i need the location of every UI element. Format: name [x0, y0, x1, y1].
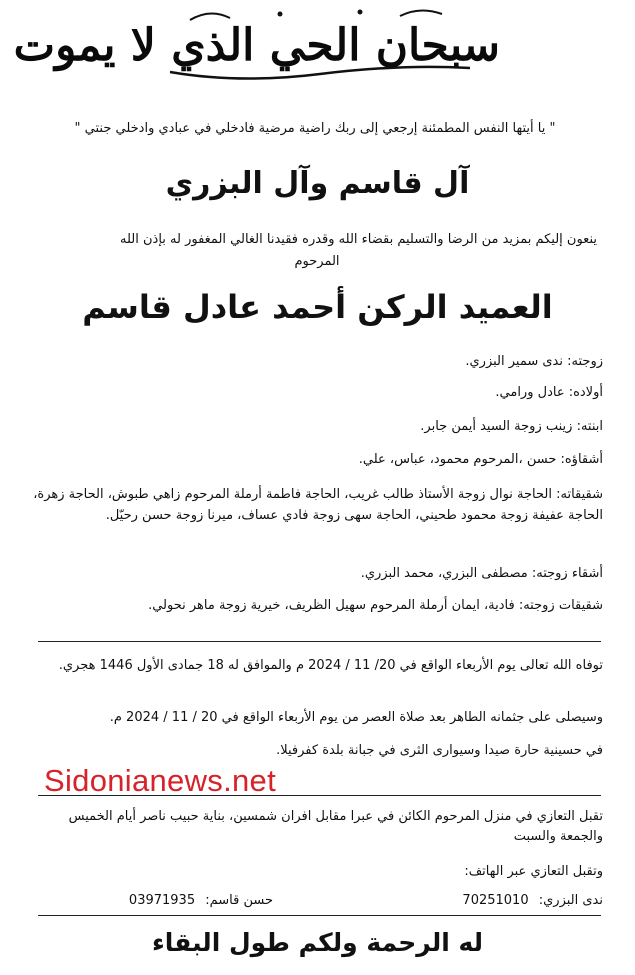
- relative-sisters: شقيقاته: الحاجة نوال زوجة الأستاذ طالب غريب، الحاجة فاطمة أرملة المرحوم زاهي طبوش، الحاجة زهرة، الحاجة عفيفة زوجة محمود طحيني، الحاجة سهى زوجة فادي عساف، ميرنا زوجة حسن رحيّل.: [33, 487, 603, 523]
- divider: [38, 795, 601, 796]
- watermark: Sidonianews.net: [44, 763, 276, 798]
- divider: [38, 641, 601, 642]
- intro-line-2: المرحوم: [294, 254, 340, 269]
- funeral-prayer: وسيصلى على جثمانه الطاهر بعد صلاة العصر من يوم الأربعاء الواقع في 20 / 11 / 2024 م.: [109, 710, 603, 725]
- relative-daughter: ابنته: زينب زوجة السيد أيمن جابر.: [420, 419, 603, 434]
- phone-entry: [129, 893, 273, 908]
- family-names: آل قاسم وآل البزري: [165, 166, 470, 201]
- closing-prayer: له الرحمة ولكم طول البقاء: [151, 928, 484, 957]
- calligraphy-heading: سبحان الحي الذي لا يموت: [13, 20, 500, 71]
- relative-wife-brothers: أشقاء زوجته: مصطفى البزري، محمد البزري.: [360, 566, 603, 581]
- phone-number: 03971935: [128, 893, 196, 908]
- relative-sons: أولاده: عادل ورامي.: [495, 385, 603, 400]
- announcement-intro: [37, 229, 597, 273]
- relative-brothers: أشقاؤه: حسن ،المرحوم محمود، عباس، علي.: [358, 452, 603, 467]
- divider: [38, 915, 601, 916]
- phone-label: حسن قاسم:: [205, 893, 273, 908]
- deceased-name: العميد الركن أحمد عادل قاسم: [82, 288, 553, 326]
- relative-wife-sisters: شقيقات زوجته: فادية، ايمان أرملة المرحوم سهيل الظريف، خيرية زوجة ماهر نحولي.: [148, 598, 603, 613]
- phone-entry: [462, 893, 603, 908]
- quran-verse: " يا أيتها النفس المطمئنة إرجعي إلى ربك راضية مرضية فادخلي في عبادي وادخلي جنتي ": [74, 121, 556, 136]
- death-date: توفاه الله تعالى يوم الأربعاء الواقع في 20/ 11 / 2024 م والموافق له 18 جمادى الأول 1446 هجري.: [58, 658, 603, 673]
- condolences-phone-title: وتقبل التعازي عبر الهاتف:: [464, 864, 603, 879]
- burial-place: في حسينية حارة صيدا وسيوارى الثرى في جبانة بلدة كفرفيلا.: [276, 743, 603, 758]
- phone-label: ندى البزري:: [538, 893, 603, 908]
- phone-number: 70251010: [462, 893, 529, 908]
- relative-wife: زوجته: ندى سمير البزري.: [465, 354, 603, 369]
- condolences-home: تقبل التعازي في منزل المرحوم الكائن في عبرا مقابل افران شمسين، بناية حبيب ناصر أيام الخميس والجمعة والسبت: [68, 809, 603, 844]
- intro-line-1: ينعون إليكم بمزيد من الرضا والتسليم بقضاء الله وقدره فقيدنا الغالي المغفور له بإذن الله: [120, 232, 597, 247]
